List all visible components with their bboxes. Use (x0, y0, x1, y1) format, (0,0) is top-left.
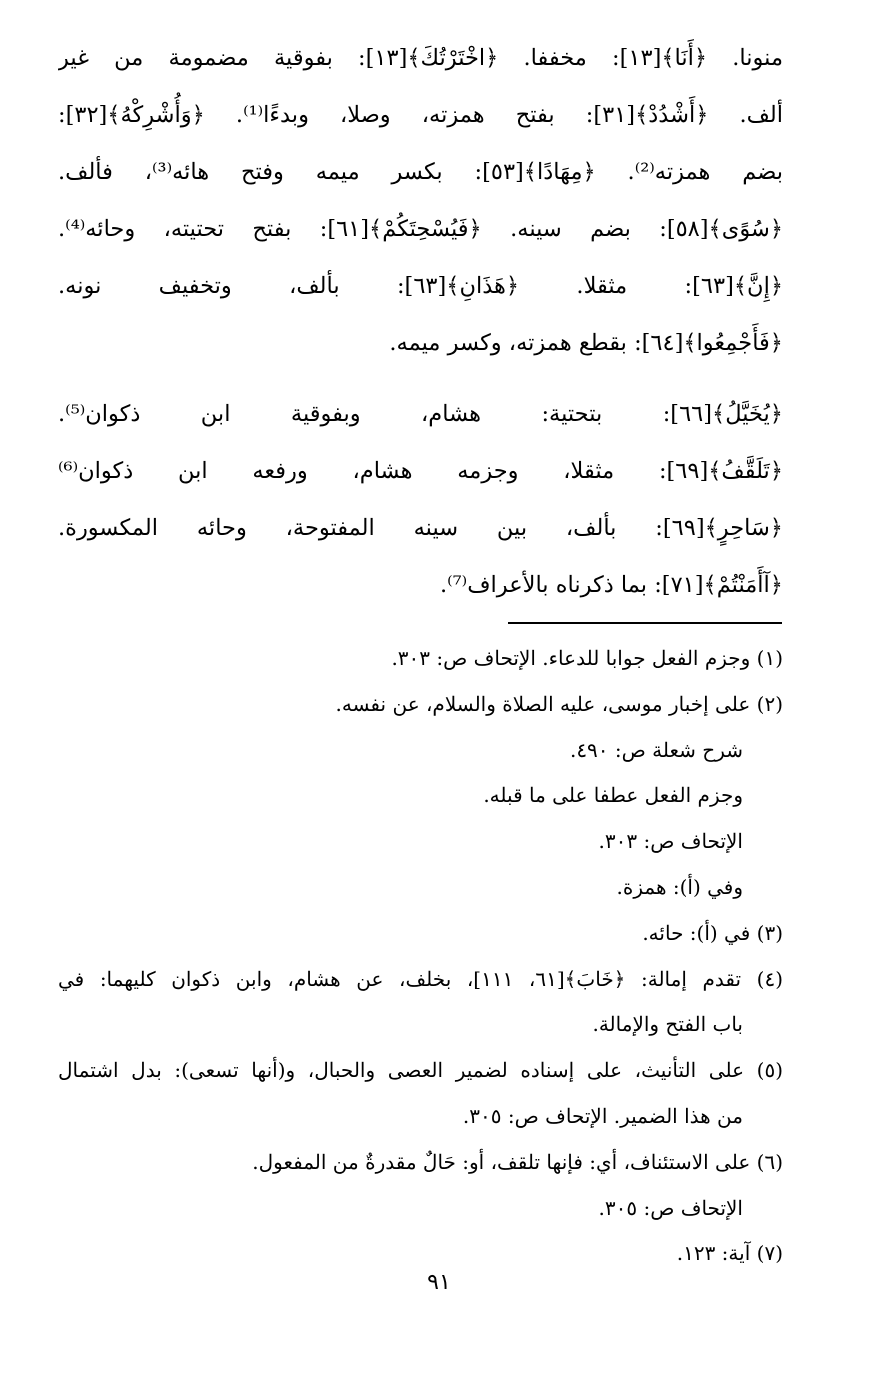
main-text-block (58, 30, 783, 614)
footnote-1: (١) وجزم الفعل جوابا للدعاء. الإتحاف ص: ٣٠٣. (391, 646, 783, 670)
main-text-line-2: ألف. ﴿أَشْدُدْ﴾[٣١]: بفتح همزته، وصلا، وبدءًا⁽¹⁾. ﴿وَأُشْرِكْهُ﴾[٣٢]: (58, 102, 783, 128)
footnote-7: (٧) آية: ١٢٣. (676, 1241, 783, 1266)
footnote-6: (٦) على الاستئناف، أي: فإنها تلقف، أو: حَالٌ مقدرةٌ من المفعول. (252, 1149, 783, 1174)
page-number: ٩١ (427, 1270, 451, 1295)
footnote-5-continuation: من هذا الضمير. الإتحاف ص: ٣٠٥. (462, 1103, 743, 1128)
paragraph-gap (58, 372, 783, 386)
footnote-2: (٢) على إخبار موسى، عليه الصلاة والسلام، عن نفسه. (335, 691, 783, 716)
main-text-line-1: منونا. ﴿أَنَا﴾[١٣]: مخففا. ﴿اخْتَرْتُكَ﴾[١٣]: بفوقية مضمومة من غير (58, 45, 783, 71)
main-text-line-6: ﴿فَأَجْمِعُوا﴾[٦٤]: بقطع همزته، وكسر ميمه. (389, 330, 783, 356)
main-text-line-3: بضم همزته⁽²⁾. ﴿مِهَادًا﴾[٥٣]: بكسر ميمه وفتح هائه⁽³⁾، فألف. (58, 159, 783, 185)
main-text-line-7: ﴿يُخَيَّلُ﴾[٦٦]: بتحتية: هشام، وبفوقية ابن ذكوان⁽⁵⁾. (58, 401, 783, 427)
footnote-2-continuation: الإتحاف ص: ٣٠٣. (598, 829, 743, 854)
footnote-3: (٣) في (أ): حائه. (642, 920, 783, 945)
footnotes-block (58, 636, 783, 1277)
main-text-line-10: ﴿آأَمَنْتُمْ﴾[٧١]: بما ذكرناه بالأعراف⁽⁷⁾. (439, 572, 783, 598)
footnote-6-continuation: الإتحاف ص: ٣٠٥. (598, 1195, 743, 1220)
footnote-2-continuation: وجزم الفعل عطفا على ما قبله. (483, 783, 743, 808)
footnote-2-continuation: وفي (أ): همزة. (616, 874, 743, 899)
footnote-separator-rule (508, 622, 782, 624)
main-text-line-5: ﴿إِنَّ﴾[٦٣]: مثقلا. ﴿هَذَانِ﴾[٦٣]: بألف، وتخفيف نونه. (58, 273, 783, 299)
main-text-line-9: ﴿سَاحِرٍ﴾[٦٩]: بألف، بين سينه المفتوحة، وحائه المكسورة. (58, 515, 783, 541)
footnote-5: (٥) على التأنيث، على إسناده لضمير العصى والحبال، و(أنها تسعى): بدل اشتمال (58, 1058, 783, 1083)
main-text-line-8: ﴿تَلَقَّفُ﴾[٦٩]: مثقلا، وجزمه هشام، ورفعه ابن ذكوان⁽⁶⁾ (58, 458, 783, 484)
main-text-line-4: ﴿سُوًى﴾[٥٨]: بضم سينه. ﴿فَيُسْحِتَكُمْ﴾[٦١]: بفتح تحتيته، وحائه⁽⁴⁾. (58, 216, 783, 242)
footnote-4: (٤) تقدم إمالة: ﴿خَابَ﴾[٦١، ١١١]، بخلف، عن هشام، وابن ذكوان كليهما: في (58, 966, 783, 991)
footnote-2-continuation: شرح شعلة ص: ٤٩٠. (569, 737, 743, 762)
footnote-4-continuation: باب الفتح والإمالة. (592, 1012, 743, 1037)
